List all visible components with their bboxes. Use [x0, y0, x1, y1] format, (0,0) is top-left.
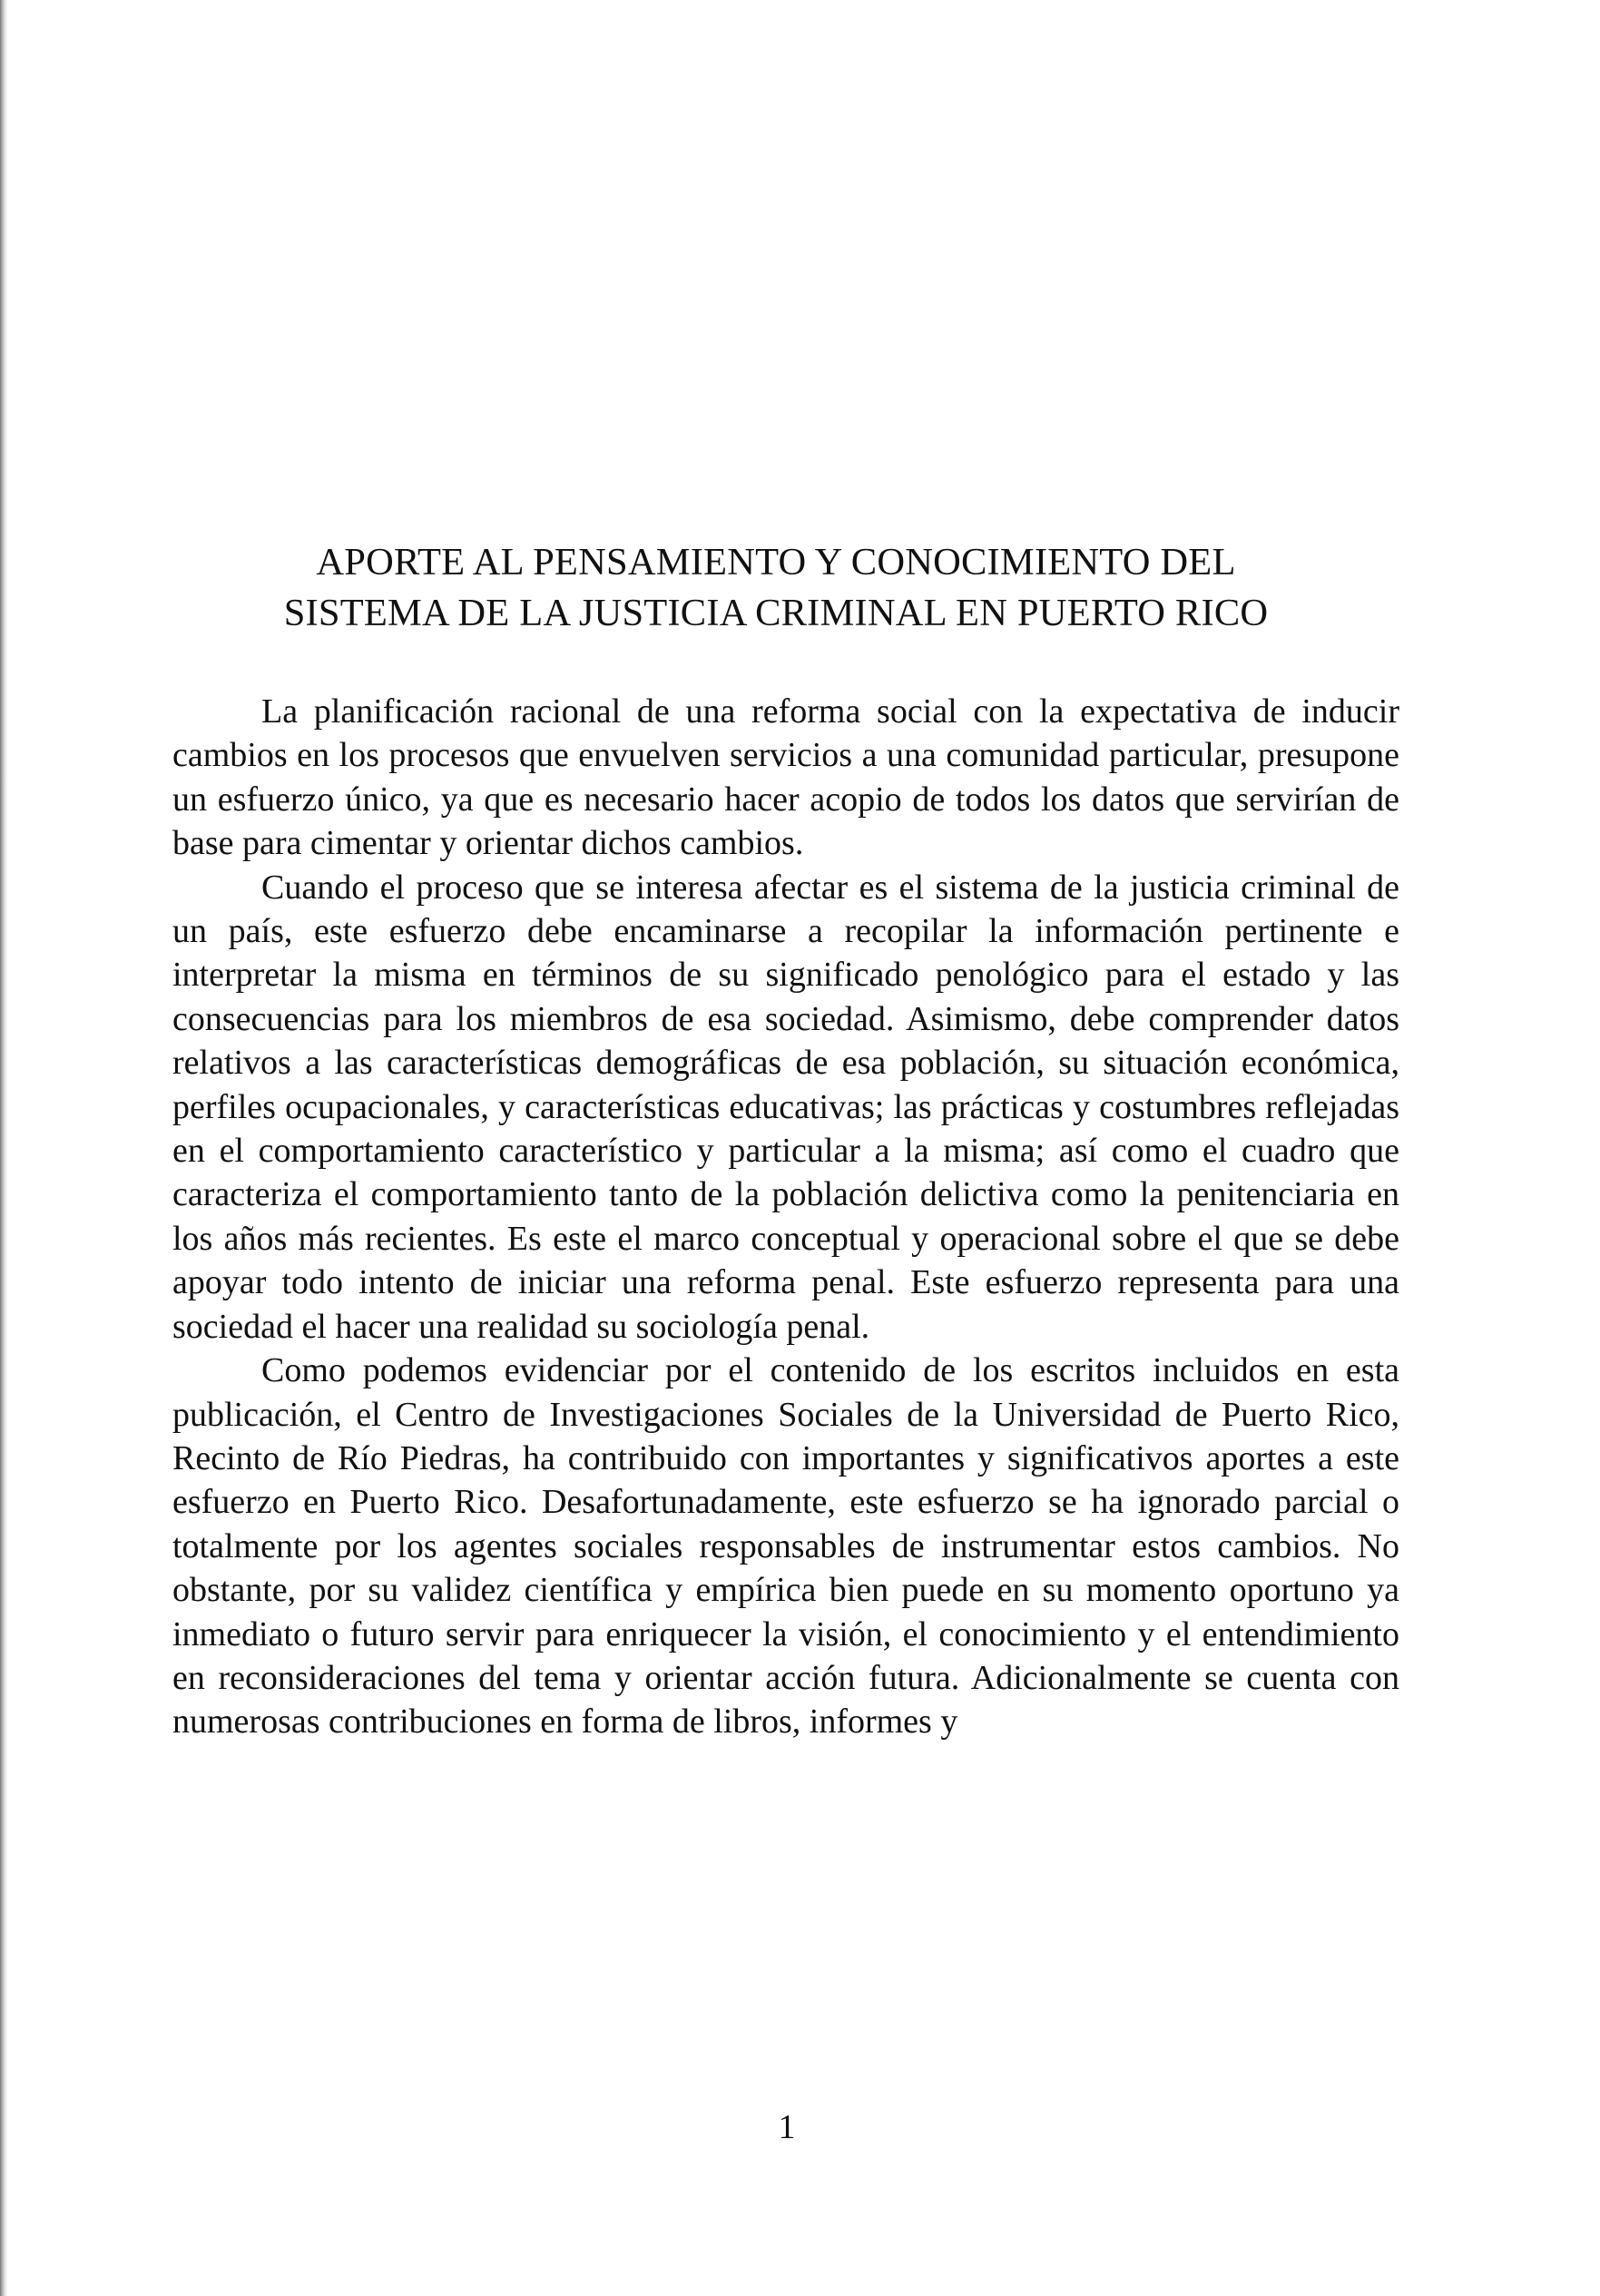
paragraph-3: Como podemos evidenciar por el contenido de los escritos incluidos en esta publicación, el Centro de Investigaciones Sociales de la Universidad de Puerto Rico, Recinto de Río Piedras, ha contribuido con importantes y significativos aportes a este esfuerzo en Puerto Rico. Desafortunadamente, este esfuerzo se ha ignorado parcial o totalmente por los agentes sociales responsables de instrumentar estos cambios. No obstante, por su validez científica y empírica bien puede en su momento oportuno ya inmediato o futuro servir para enriquecer la visión, el conocimiento y el entendimiento en reconsideraciones del tema y orientar acción futura. Adicionalmente se cuenta con numerosas contribuciones en forma de libros, informes y [172, 1351, 1399, 1742]
body-text [172, 690, 1399, 1744]
title-line-2: SISTEMA DE LA JUSTICIA CRIMINAL EN PUERTO RICO [283, 592, 1269, 634]
paragraph-1: La planificación racional de una reforma social con la expectativa de inducir cambios en los procesos que envuelven servicios a una comunidad particular, presupone un esfuerzo único, ya que es necesario hacer acopio de todos los datos que servirían de base para cimentar y orientar dichos cambios. [172, 692, 1399, 863]
page-number: 1 [778, 2108, 796, 2146]
page-title [172, 537, 1379, 639]
paragraph-2: Cuando el proceso que se interesa afectar es el sistema de la justicia criminal de un país, este esfuerzo debe encaminarse a recopilar la información pertinente e interpretar la misma en términos de su significado penológico para el estado y las consecuencias para los miembros de esa sociedad. Asimismo, debe comprender datos relativos a las características demográficas de esa población, su situación económica, perfiles ocupacionales, y características educativas; las prácticas y costumbres reflejadas en el comportamiento característico y particular a la misma; así como el cuadro que caracteriza el comportamiento tanto de la población delictiva como la penitenciaria en los años más recientes. Es este el marco conceptual y operacional sobre el que se debe apoyar todo intento de iniciar una reforma penal. Este esfuerzo representa para una sociedad el hacer una realidad su sociología penal. [172, 868, 1399, 1346]
title-line-1: APORTE AL PENSAMIENTO Y CONOCIMIENTO DEL [316, 541, 1236, 584]
